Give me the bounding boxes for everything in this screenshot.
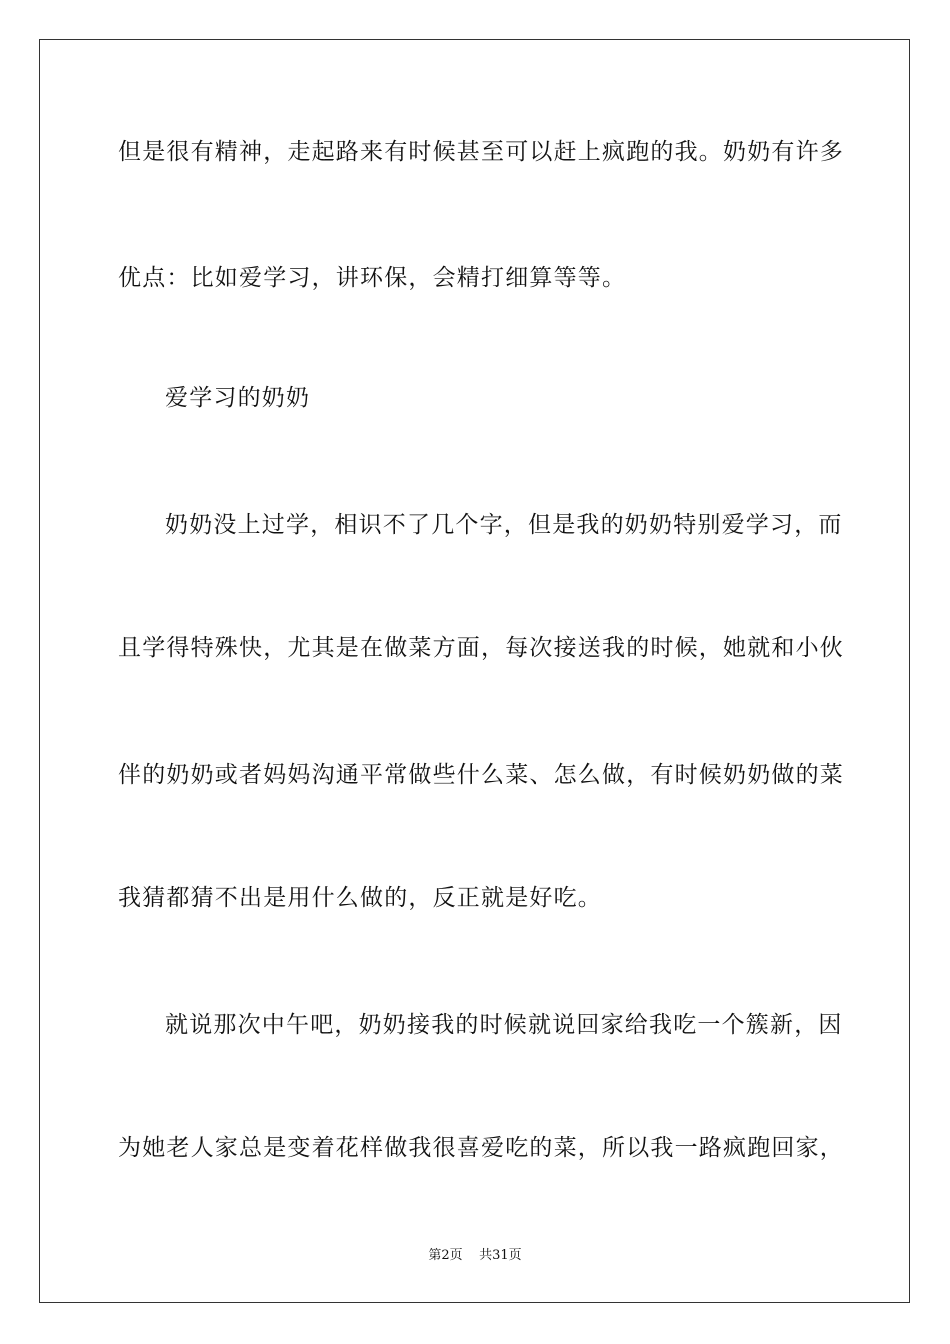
- section-heading: 爱学习的奶奶: [165, 385, 311, 411]
- page-total: 共31页: [479, 1248, 522, 1263]
- paragraph-line: 且学得特殊快，尤其是在做菜方面，每次接送我的时候，她就和小伙: [118, 635, 844, 661]
- paragraph-line: 就说那次中午吧，奶奶接我的时候就说回家给我吃一个簇新，因: [165, 1012, 843, 1038]
- page-footer: [0, 1248, 950, 1264]
- page-border: [39, 39, 910, 1303]
- paragraph-line: 优点：比如爱学习，讲环保，会精打细算等等。: [118, 265, 627, 291]
- paragraph-line: 但是很有精神，走起路来有时候甚至可以赶上疯跑的我。奶奶有许多: [118, 139, 844, 165]
- paragraph-line: 奶奶没上过学，相识不了几个字，但是我的奶奶特别爱学习，而: [165, 512, 843, 538]
- paragraph-line: 为她老人家总是变着花样做我很喜爱吃的菜，所以我一路疯跑回家，: [118, 1135, 844, 1161]
- paragraph-line: 伴的奶奶或者妈妈沟通平常做些什么菜、怎么做，有时候奶奶做的菜: [118, 762, 844, 788]
- page-number: 第2页: [428, 1248, 463, 1263]
- paragraph-line: 我猜都猜不出是用什么做的，反正就是好吃。: [118, 885, 602, 911]
